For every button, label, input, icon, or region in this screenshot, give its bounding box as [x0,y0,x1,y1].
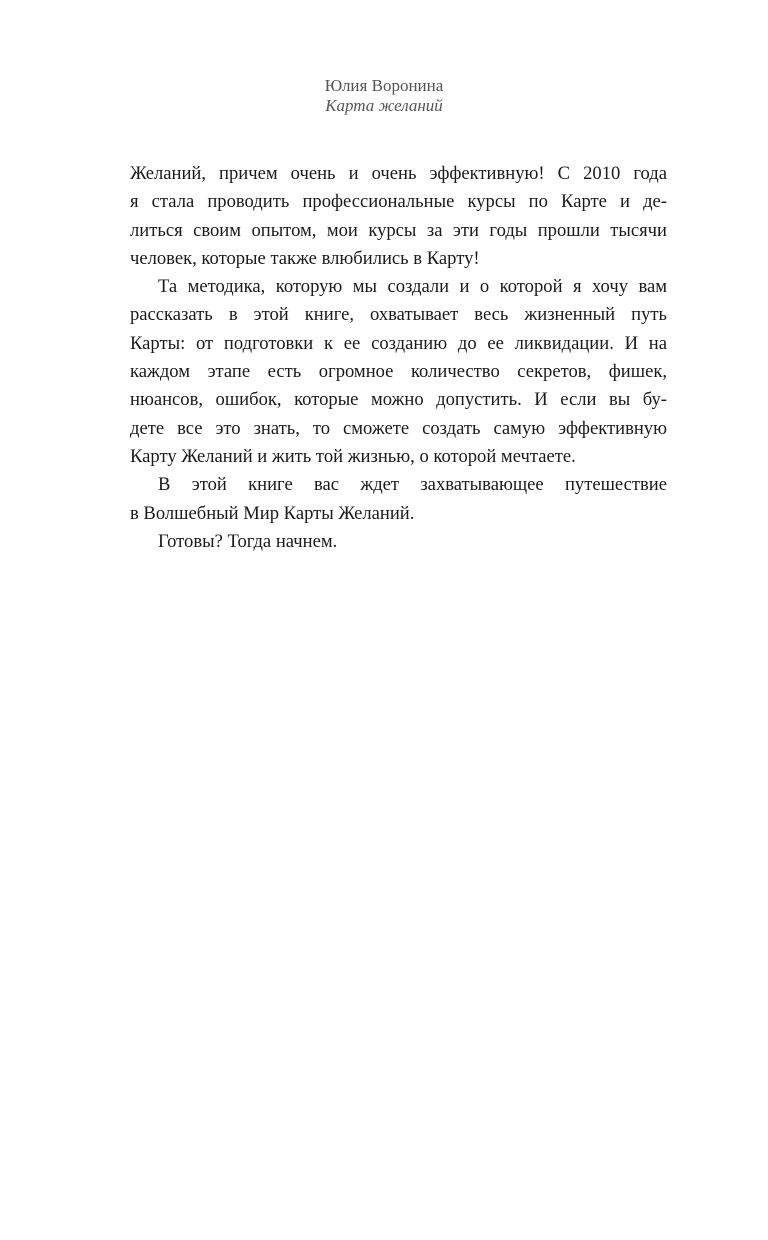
text-line: Карту Желаний и жить той жизнью, о которой мечтаете. [130,445,576,467]
text-line: рассказать в этой книге, охватывает весь жизненный путь [130,304,667,326]
header-author: Юлия Воронина [324,76,444,95]
text-line: я стала проводить профессиональные курсы по Карте и де- [130,191,667,213]
header-book-title: Карта желаний [325,96,443,115]
text-line: литься своим опытом, мои курсы за эти годы прошли тысячи [130,219,667,241]
text-line: В этой книге вас ждет захватывающее путешествие [158,474,667,496]
text-line: Готовы? Тогда начнем. [158,530,338,552]
text-line: Желаний, причем очень и очень эффективную! С 2010 года [130,163,667,184]
text-line: дете все это знать, то сможете создать самую эффективную [130,417,667,439]
paragraph-1 [130,160,667,273]
running-header [0,76,768,116]
text-line: человек, которые также влюбились в Карту! [130,247,480,269]
paragraph-2 [130,273,667,471]
paragraph-4 [130,528,667,556]
paragraph-3 [130,471,667,528]
page-body [130,160,667,556]
text-line: каждом этапе есть огромное количество секретов, фишек, [130,361,667,383]
text-line: в Волшебный Мир Карты Желаний. [130,502,415,524]
text-line: нюансов, ошибок, которые можно допустить. И если вы бу- [130,389,667,411]
text-line: Карты: от подготовки к ее созданию до ее ликвидации. И на [130,332,667,354]
text-line: Та методика, которую мы создали и о которой я хочу вам [158,276,667,298]
